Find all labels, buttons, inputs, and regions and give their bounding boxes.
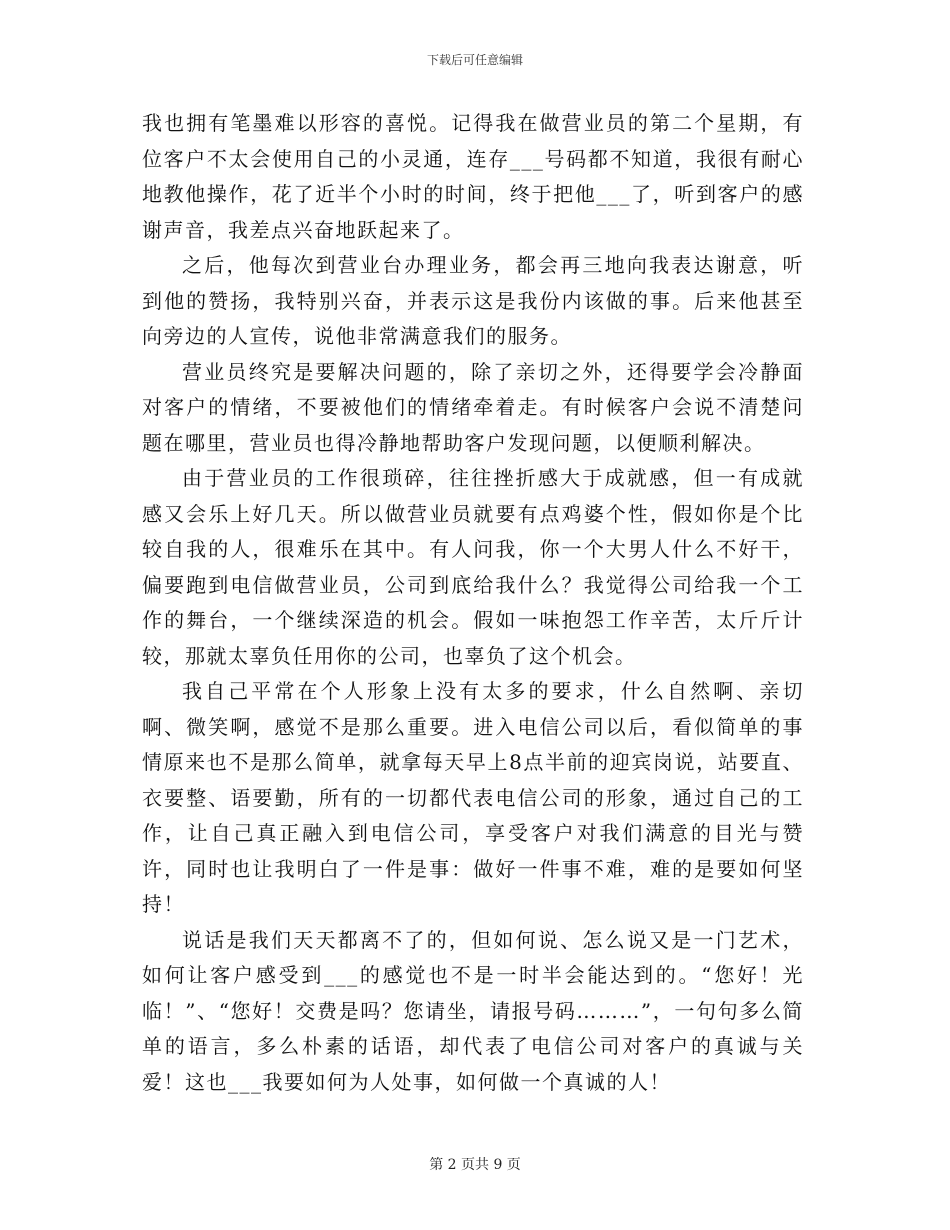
paragraph-4: 由于营业员的工作很琐碎，往往挫折感大于成就感，但一有成就感又会乐上好几天。所以做营业员就要有点鸡婆个性，假如你是个比较自我的人，很难乐在其中。有人问我，你一个大男人什么不好干，偏要跑到电信做营业员，公司到底给我什么？我觉得公司给我一个工作的舞台，一个继续深造的机会。假如一味抱怨工作辛苦，太斤斤计较，那就太辜负任用你的公司，也辜负了这个机会。 — [142, 466, 804, 668]
page-number-footer: 第 2 页共 9 页 — [429, 1157, 521, 1173]
page-header: 下载后可任意编辑 — [426, 53, 523, 67]
paragraph-2: 之后，他每次到营业台办理业务，都会再三地向我表达谢意，听到他的赞扬，我特别兴奋，并表示这是我份内该做的事。后来他甚至向旁边的人宣传，说他非常满意我们的服务。 — [142, 253, 804, 348]
document-body — [142, 106, 804, 1100]
paragraph-6: 说话是我们天天都离不了的，但如何说、怎么说又是一门艺术，如何让客户感受到___的感觉也不是一时半会能达到的。“您好！光临！”、“您好！交费是吗？您请坐，请报号码………”，一句句多么简单的语言，多么朴素的话语，却代表了电信公司对客户的真诚与关爱！这也___我要如何为人处事，如何做一个真诚的人！ — [142, 927, 804, 1094]
paragraph-5: 我自己平常在个人形象上没有太多的要求，什么自然啊、亲切啊、微笑啊，感觉不是那么重要。进入电信公司以后，看似简单的事情原来也不是那么简单，就拿每天早上8点半前的迎宾岗说，站要直、衣要整、语要勤，所有的一切都代表电信公司的形象，通过自己的工作，让自己真正融入到电信公司，享受客户对我们满意的目光与赞许，同时也让我明白了一件是事：做好一件事不难，难的是要如何坚持！ — [142, 679, 804, 916]
paragraph-1: 我也拥有笔墨难以形容的喜悦。记得我在做营业员的第二个星期，有位客户不太会使用自己的小灵通，连存___号码都不知道，我很有耐心地教他操作，花了近半个小时的时间，终于把他___了，听到客户的感谢声音，我差点兴奋地跃起来了。 — [142, 111, 804, 242]
paragraph-3: 营业员终究是要解决问题的，除了亲切之外，还得要学会冷静面对客户的情绪，不要被他们的情绪牵着走。有时候客户会说不清楚问题在哪里，营业员也得冷静地帮助客户发现问题，以便顺利解决。 — [142, 359, 804, 455]
